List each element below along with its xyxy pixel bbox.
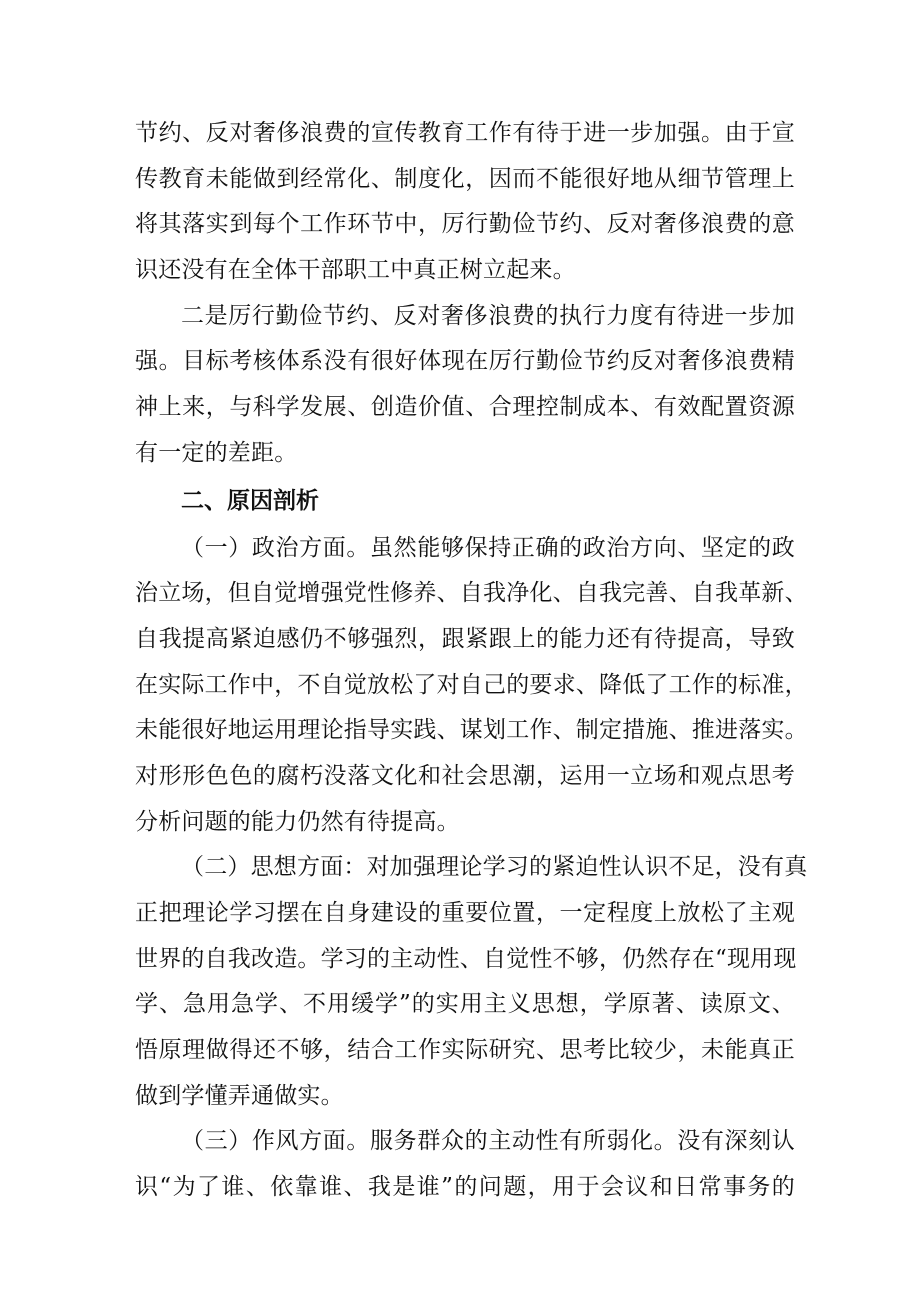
text-line: 未能很好地运用理论指导实践、谋划工作、制定措施、推进落实。 xyxy=(135,717,808,744)
text-line: 学、急用急学、不用缓学”的实用主义思想，学原著、读原文、 xyxy=(135,991,795,1018)
paragraph-work-style-aspect xyxy=(135,1119,795,1210)
text-line: 分析问题的能力仍然有待提高。 xyxy=(135,808,460,835)
text-line: （一）政治方面。虽然能够保持正确的政治方向、坚定的政 xyxy=(181,534,795,561)
text-line: 世界的自我改造。学习的主动性、自觉性不够，仍然存在“现用现 xyxy=(135,945,797,972)
text-line: 做到学懂弄通做实。 xyxy=(135,1082,344,1109)
text-line: 治立场，但自觉增强党性修养、自我净化、自我完善、自我革新、 xyxy=(135,580,808,607)
text-line: 强。目标考核体系没有很好体现在厉行勤俭节约反对奢侈浪费精 xyxy=(135,348,795,375)
document-body xyxy=(135,111,808,1211)
text-line: 识还没有在全体干部职工中真正树立起来。 xyxy=(135,257,576,284)
text-line: 传教育未能做到经常化、制度化，因而不能很好地从细节管理上 xyxy=(135,165,795,192)
paragraph-enforcement xyxy=(135,294,795,477)
text-line: （三）作风方面。服务群众的主动性有所弱化。没有深刻认 xyxy=(181,1128,795,1155)
paragraph-ideological-aspect xyxy=(135,845,808,1119)
text-line: 神上来，与科学发展、创造价值、合理控制成本、有效配置资源 xyxy=(135,394,795,421)
text-line: 有一定的差距。 xyxy=(135,439,298,466)
text-line: 自我提高紧迫感仍不够强烈，跟紧跟上的能力还有待提高，导致 xyxy=(135,625,795,652)
text-line: 二是厉行勤俭节约、反对奢侈浪费的执行力度有待进一步加 xyxy=(181,302,795,329)
paragraph-political-aspect xyxy=(135,526,808,846)
text-line: 将其落实到每个工作环节中，厉行勤俭节约、反对奢侈浪费的意 xyxy=(135,211,795,238)
section-heading: 二、原因剖析 xyxy=(181,487,319,514)
text-line: 正把理论学习摆在自身建设的重要位置，一定程度上放松了主观 xyxy=(135,900,795,926)
text-line: 对形形色色的腐朽没落文化和社会思潮，运用一立场和观点思考 xyxy=(135,762,795,789)
text-line: 悟原理做得还不够，结合工作实际研究、思考比较少，未能真正 xyxy=(135,1037,795,1064)
text-line: 识“为了谁、依靠谁、我是谁”的问题，用于会议和日常事务的 xyxy=(135,1174,795,1201)
paragraph-publicity-education xyxy=(135,111,795,294)
text-line: 在实际工作中，不自觉放松了对自己的要求、降低了工作的标准， xyxy=(135,671,808,698)
text-line: （二）思想方面：对加强理论学习的紧迫性认识不足，没有真 xyxy=(181,854,808,881)
text-line: 节约、反对奢侈浪费的宣传教育工作有待于进一步加强。由于宣 xyxy=(135,120,795,146)
